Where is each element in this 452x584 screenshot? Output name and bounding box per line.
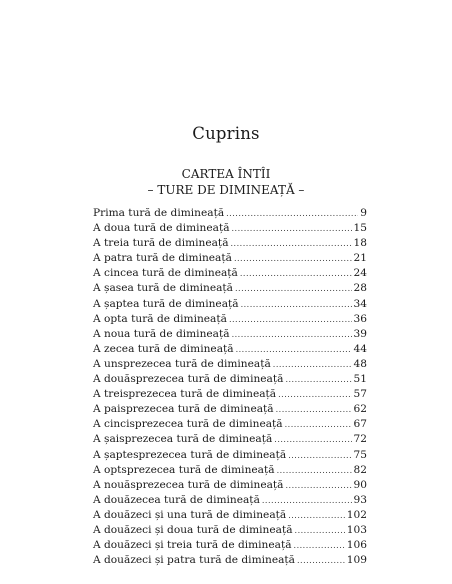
toc-entry-label: A opta tură de dimineață <box>93 312 227 325</box>
toc-leader-dots <box>294 538 345 553</box>
toc-entry[interactable] <box>93 417 367 432</box>
toc-entry-label: A nouăsprezecea tură de dimineață <box>93 478 284 491</box>
toc-entry-page: 21 <box>353 252 367 265</box>
toc-entry-page: 9 <box>360 207 367 219</box>
toc-entry-label: A șasea tură de dimineață <box>93 282 233 295</box>
toc-entry-label: A cincea tură de dimineață <box>93 267 238 280</box>
toc-entry[interactable] <box>93 553 367 568</box>
toc-entry[interactable] <box>93 206 367 221</box>
toc-entry[interactable] <box>93 281 367 296</box>
toc-entry-page: 28 <box>353 282 367 295</box>
toc-leader-dots <box>236 342 352 357</box>
toc-entry-label: A douăzeci și patra tură de dimineață <box>93 554 295 567</box>
toc-entry-page: 93 <box>353 493 367 506</box>
toc-entry-label: A douăzeci și una tură de dimineață <box>93 508 287 521</box>
toc-entry-page: 103 <box>346 523 367 536</box>
toc-entry-page: 62 <box>353 403 367 416</box>
toc-entry-page: 36 <box>353 312 367 325</box>
toc-leader-dots <box>288 448 351 463</box>
toc-entry[interactable] <box>93 251 367 266</box>
toc-leader-dots <box>232 221 352 236</box>
toc-entry-label: A douăsprezecea tură de dimineață <box>93 373 284 386</box>
toc-entry[interactable] <box>93 432 367 447</box>
toc-leader-dots <box>232 327 352 342</box>
toc-entry-label: A doua tură de dimineață <box>93 222 230 235</box>
toc-entry[interactable] <box>93 312 367 327</box>
toc-leader-dots <box>273 357 352 372</box>
toc-entry[interactable] <box>93 387 367 402</box>
toc-entry-label: A cincisprezecea tură de dimineață <box>93 418 283 431</box>
toc-entry-page: 24 <box>353 267 367 280</box>
toc-entry-label: A șaptea tură de dimineață <box>93 297 239 310</box>
toc-entry[interactable] <box>93 236 367 251</box>
toc-entry[interactable] <box>93 297 367 312</box>
toc-entry-page: 48 <box>353 357 367 370</box>
toc-leader-dots <box>295 523 345 538</box>
toc-entry-label: A șaisprezecea tură de dimineață <box>93 433 273 446</box>
toc-leader-dots <box>278 387 351 402</box>
toc-entry[interactable] <box>93 448 367 463</box>
toc-entry-page: 67 <box>353 418 367 431</box>
toc-leader-dots <box>285 372 351 387</box>
toc-entry-label: A noua tură de dimineață <box>93 327 230 340</box>
toc-entry-label: A unsprezecea tură de dimineață <box>93 357 271 370</box>
toc-entry-label: A treia tură de dimineață <box>93 237 229 250</box>
book-part-title: CARTEA ÎNTÎI <box>181 167 271 181</box>
toc-entry[interactable] <box>93 221 367 236</box>
toc-entry-label: A optsprezecea tură de dimineață <box>93 463 275 476</box>
toc-leader-dots <box>288 508 345 523</box>
toc-entry[interactable] <box>93 357 367 372</box>
toc-entry-page: 39 <box>353 327 367 340</box>
toc-entry[interactable] <box>93 523 367 538</box>
toc-entry-page: 44 <box>353 342 367 355</box>
toc-entry-page: 72 <box>353 433 367 446</box>
toc-leader-dots <box>277 463 352 478</box>
toc-entry-page: 57 <box>353 388 367 401</box>
toc-entry-label: A șaptesprezecea tură de dimineață <box>93 448 287 461</box>
toc-leader-dots <box>262 493 352 508</box>
toc-entry[interactable] <box>93 327 367 342</box>
toc-leader-dots <box>234 251 352 266</box>
toc-entry-page: 34 <box>353 297 367 310</box>
toc-entry[interactable] <box>93 463 367 478</box>
toc-entry[interactable] <box>93 508 367 523</box>
toc-entry-page: 106 <box>346 539 367 552</box>
toc-entry-page: 102 <box>346 508 367 521</box>
toc-entry-label: A zecea tură de dimineață <box>93 342 234 355</box>
toc-entry[interactable] <box>93 402 367 417</box>
toc-entry-label: Prima tură de dimineață <box>93 207 225 219</box>
toc-entry-page: 90 <box>353 478 367 491</box>
toc-leader-dots <box>297 553 345 568</box>
toc-entry[interactable] <box>93 538 367 553</box>
toc-leader-dots <box>231 236 352 251</box>
toc-entry-page: 75 <box>353 448 367 461</box>
toc-entry-label: A patra tură de dimineață <box>93 252 232 265</box>
toc-leader-dots <box>241 297 352 312</box>
toc-entry-label: A paisprezecea tură de dimineață <box>93 403 274 416</box>
toc-leader-dots <box>274 432 351 447</box>
toc-entry-page: 109 <box>346 554 367 567</box>
book-part-subtitle: – TURE DE DIMINEAȚĂ – <box>147 183 305 197</box>
toc-entry-label: A douăzecea tură de dimineață <box>93 493 260 506</box>
toc-leader-dots <box>285 417 352 432</box>
table-of-contents <box>93 206 367 568</box>
toc-entry[interactable] <box>93 372 367 387</box>
toc-entry-label: A douăzeci și doua tură de dimineață <box>93 523 293 536</box>
toc-entry[interactable] <box>93 478 367 493</box>
toc-entry-page: 18 <box>353 237 367 250</box>
toc-entry-page: 15 <box>353 222 367 235</box>
toc-leader-dots <box>226 206 358 221</box>
toc-entry[interactable] <box>93 342 367 357</box>
toc-leader-dots <box>235 281 352 296</box>
contents-heading: Cuprins <box>192 124 260 143</box>
toc-leader-dots <box>276 402 352 417</box>
toc-entry-label: A treisprezecea tură de dimineață <box>93 388 277 401</box>
toc-entry-page: 51 <box>353 373 367 386</box>
toc-leader-dots <box>285 478 351 493</box>
toc-entry-label: A douăzeci și treia tură de dimineață <box>93 539 292 552</box>
toc-leader-dots <box>229 312 352 327</box>
toc-entry[interactable] <box>93 493 367 508</box>
toc-entry-page: 82 <box>353 463 367 476</box>
toc-leader-dots <box>240 266 352 281</box>
toc-entry[interactable] <box>93 266 367 281</box>
